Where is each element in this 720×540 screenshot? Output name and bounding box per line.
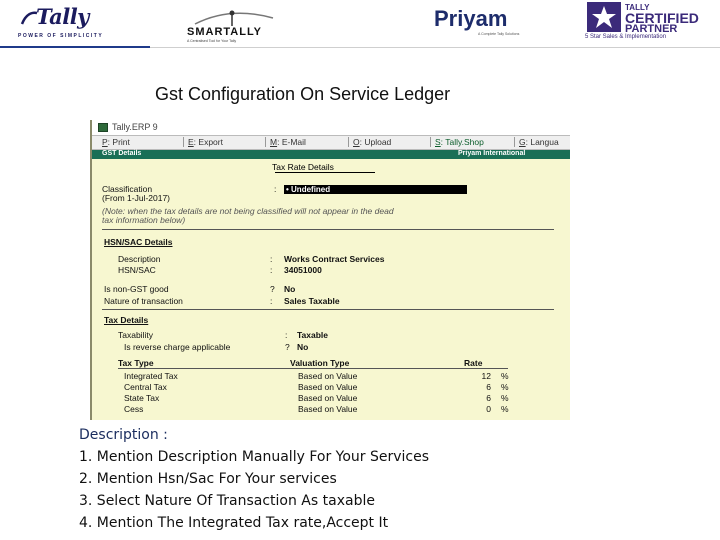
rate-unit: % [501,382,509,392]
star-badge-icon [587,2,621,32]
non-gst-sep: ? [270,284,275,294]
note-line-1: (Note: when the tax details are not being classified will not appear in the dead [102,206,394,216]
col-rate: Rate [464,358,483,368]
hsn-code-label: HSN/SAC [118,265,156,275]
app-name: Tally.ERP 9 [112,122,158,132]
note-line-2: tax information below) [102,215,186,225]
smartally-logo-word: SMARTALLY [187,26,262,38]
reverse-charge-value[interactable]: No [297,342,309,352]
menu-email-label: : E-Mail [277,137,306,147]
screen-header-bar [92,150,570,159]
rate-unit: % [501,393,509,403]
non-gst-label: Is non-GST good [104,284,169,294]
rate-cell[interactable]: 12 [481,371,491,381]
description-line: 3. Select Nature Of Transaction As taxable [79,493,375,509]
window-titlebar [92,120,570,136]
description-notes [79,425,429,534]
tax-type-cell: Cess [124,404,144,414]
table-header-underline [118,368,508,369]
tally-erp-window [90,120,570,420]
tally-logo-tagline: POWER OF SIMPLICITY [18,33,104,39]
valuation-cell: Based on Value [298,382,358,392]
nature-label: Nature of transaction [104,296,183,306]
rate-unit: % [501,371,509,381]
valuation-cell: Based on Value [298,393,358,403]
nature-value[interactable]: Sales Taxable [284,296,340,306]
hsn-description-value[interactable]: Works Contract Services [284,254,385,264]
priyam-logo-word: Priyam [434,6,508,31]
classification-sub: (From 1-Jul-2017) [102,193,171,203]
section-title-underline [275,172,375,173]
menu-tally-shop[interactable] [430,137,484,147]
button-bar [92,136,570,150]
menu-export-key: E [188,137,194,147]
divider [102,229,554,230]
menu-email-key: M [270,137,278,147]
cert-logo-bottom: PARTNER [625,23,678,35]
tax-type-cell: State Tax [124,393,160,403]
tally-certified-partner-logo [585,2,717,42]
classification-sep: : [274,184,277,194]
menu-upload-key: O [353,137,360,147]
menu-print[interactable] [98,137,130,147]
tax-type-cell: Integrated Tax [124,371,178,381]
rate-cell[interactable]: 6 [486,382,491,392]
section-title: Tax Rate Details [272,162,334,172]
header-divider [0,46,150,48]
tally-logo [18,6,128,38]
non-gst-value[interactable]: No [284,284,296,294]
description-heading: Description : [79,427,168,443]
col-tax-type: Tax Type [118,358,154,368]
smartally-logo-tagline: A Centralised Tool for Your Tally [187,39,237,43]
hsn-description-label: Description [118,254,161,264]
menu-language[interactable] [514,137,559,147]
taxability-sep: : [285,330,288,340]
menu-upload-label: : Upload [359,137,392,147]
rate-unit: % [501,404,509,414]
hsn-code-value[interactable]: 34051000 [284,265,322,275]
screen-name: GST Details [102,150,142,157]
tax-details-heading: Tax Details [104,315,149,325]
menu-language-label: : Langua [525,137,559,147]
col-valuation-type: Valuation Type [290,358,350,368]
cert-logo-subline: 5 Star Sales & Implementation [585,34,667,40]
menu-print-key: P [102,137,108,147]
reverse-charge-sep: ? [285,342,290,352]
description-line: 2. Mention Hsn/Sac For Your services [79,471,337,487]
cert-logo-top: TALLY [625,3,650,12]
valuation-cell: Based on Value [298,404,358,414]
classification-label: Classification [102,184,153,194]
menu-export-label: : Export [193,137,223,147]
priyam-logo-tagline: A Complete Tally Solutions [478,32,520,36]
tally-logo-word: Tally [36,4,89,29]
company-name: Priyam International [458,150,526,157]
menu-tally-shop-key: S [435,137,441,147]
menu-print-label: : Print [107,137,130,147]
smartally-logo [185,8,280,44]
tally-app-icon [98,123,108,132]
divider [102,309,554,310]
logo-header [0,0,720,48]
classification-field[interactable]: • Undefined [284,185,467,194]
tax-type-cell: Central Tax [124,382,167,392]
description-line: 1. Mention Description Manually For Your Services [79,449,430,465]
nature-sep: : [270,296,273,306]
cert-logo-middle: CERTIFIED [625,10,699,26]
menu-upload[interactable] [348,137,391,147]
valuation-cell: Based on Value [298,371,358,381]
hsn-description-sep: : [270,254,273,264]
description-line: 4. Mention The Integrated Tax rate,Accept It [79,515,389,531]
taxability-value[interactable]: Taxable [297,330,329,340]
smartally-figure-icon [185,8,280,28]
slide-title: Gst Configuration On Service Ledger [155,84,451,104]
rate-cell[interactable]: 0 [486,404,491,414]
reverse-charge-label: Is reverse charge applicable [124,342,231,352]
priyam-logo [432,6,552,40]
hsn-code-sep: : [270,265,273,275]
menu-tally-shop-label: : Tally.Shop [440,137,484,147]
menu-language-key: G [519,137,526,147]
menu-email[interactable] [265,137,306,147]
taxability-label: Taxability [118,330,153,340]
rate-cell[interactable]: 6 [486,393,491,403]
menu-export[interactable] [183,137,223,147]
hsn-heading: HSN/SAC Details [104,237,173,247]
